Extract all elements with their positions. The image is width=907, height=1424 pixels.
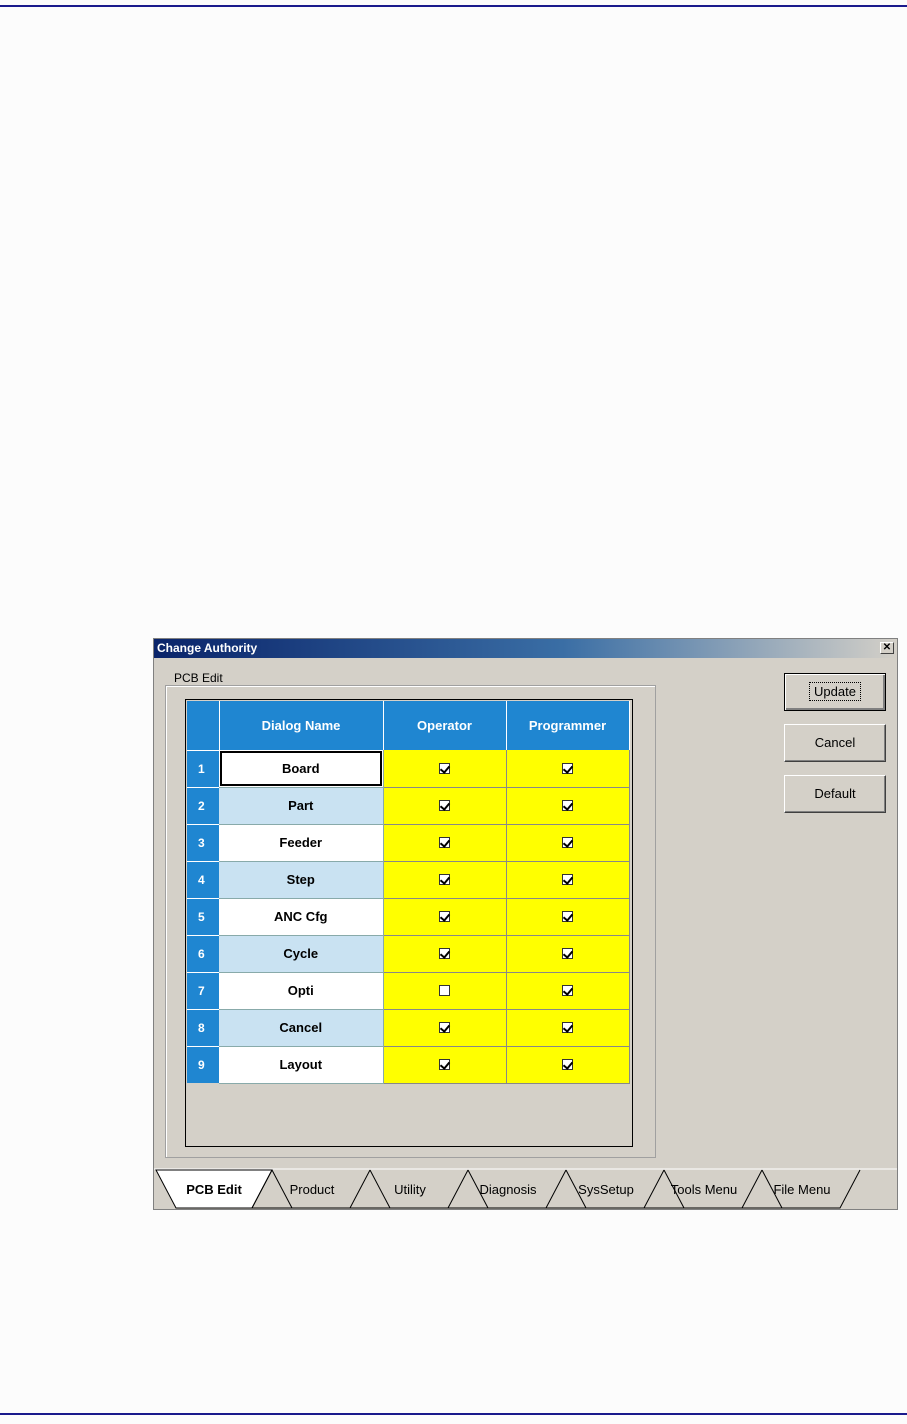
programmer-checkbox[interactable]: [562, 874, 573, 885]
programmer-cell[interactable]: [506, 861, 629, 898]
operator-checkbox[interactable]: [439, 874, 450, 885]
programmer-cell[interactable]: [506, 750, 629, 787]
operator-checkbox[interactable]: [439, 948, 450, 959]
operator-checkbox[interactable]: [439, 1059, 450, 1070]
programmer-cell[interactable]: [506, 1009, 629, 1046]
row-number: 1: [187, 750, 219, 787]
row-number: 4: [187, 861, 219, 898]
operator-checkbox[interactable]: [439, 763, 450, 774]
table-row[interactable]: [187, 1009, 629, 1046]
dialog-name-cell[interactable]: Board: [219, 750, 383, 787]
dialog-name-cell[interactable]: Opti: [219, 972, 383, 1009]
operator-checkbox[interactable]: [439, 1022, 450, 1033]
page-bottom-rule: [0, 1413, 907, 1415]
row-number: 7: [187, 972, 219, 1009]
programmer-checkbox[interactable]: [562, 948, 573, 959]
operator-cell[interactable]: [383, 824, 506, 861]
row-number: 9: [187, 1046, 219, 1083]
table-row[interactable]: [187, 972, 629, 1009]
change-authority-dialog: [153, 638, 898, 1210]
dialog-name-cell[interactable]: Cancel: [219, 1009, 383, 1046]
programmer-checkbox[interactable]: [562, 763, 573, 774]
row-number: 5: [187, 898, 219, 935]
programmer-checkbox[interactable]: [562, 1059, 573, 1070]
table-row[interactable]: [187, 1046, 629, 1083]
tab-pcb-edit[interactable]: PCB Edit: [186, 1182, 242, 1197]
programmer-checkbox[interactable]: [562, 1022, 573, 1033]
tab-product[interactable]: Product: [289, 1182, 335, 1197]
table-row[interactable]: [187, 935, 629, 972]
operator-cell[interactable]: [383, 1046, 506, 1083]
default-button[interactable]: Default: [784, 775, 886, 813]
programmer-cell[interactable]: [506, 1046, 629, 1083]
operator-checkbox[interactable]: [439, 837, 450, 848]
programmer-checkbox[interactable]: [562, 911, 573, 922]
update-button-label: Update: [809, 682, 861, 701]
operator-cell[interactable]: [383, 861, 506, 898]
operator-cell[interactable]: [383, 1009, 506, 1046]
operator-checkbox[interactable]: [439, 800, 450, 811]
tab-diagnosis[interactable]: Diagnosis: [479, 1182, 537, 1197]
row-number: 2: [187, 787, 219, 824]
tab-tools-menu[interactable]: Tools Menu: [670, 1182, 738, 1197]
tab-utility[interactable]: Utility: [394, 1182, 426, 1197]
operator-cell[interactable]: [383, 972, 506, 1009]
column-header-dialog-name: Dialog Name: [219, 701, 383, 750]
tab-syssetup[interactable]: SysSetup: [578, 1182, 634, 1197]
programmer-cell[interactable]: [506, 898, 629, 935]
cancel-button[interactable]: Cancel: [784, 724, 886, 762]
programmer-checkbox[interactable]: [562, 800, 573, 811]
dialog-name-cell[interactable]: Layout: [219, 1046, 383, 1083]
table-row[interactable]: [187, 898, 629, 935]
authority-grid: [187, 701, 630, 1084]
close-icon[interactable]: ✕: [880, 642, 894, 654]
grid-corner-header: [187, 701, 219, 750]
row-number: 6: [187, 935, 219, 972]
table-row[interactable]: [187, 861, 629, 898]
row-number: 8: [187, 1009, 219, 1046]
dialog-title: Change Authority: [157, 641, 258, 655]
programmer-cell[interactable]: [506, 824, 629, 861]
row-number: 3: [187, 824, 219, 861]
operator-checkbox[interactable]: [439, 911, 450, 922]
operator-cell[interactable]: [383, 898, 506, 935]
programmer-cell[interactable]: [506, 972, 629, 1009]
dialog-name-cell[interactable]: Step: [219, 861, 383, 898]
table-row[interactable]: [187, 787, 629, 824]
title-bar[interactable]: [154, 639, 897, 658]
operator-cell[interactable]: [383, 935, 506, 972]
programmer-cell[interactable]: [506, 787, 629, 824]
tab-strip: [154, 1168, 897, 1210]
column-header-operator: Operator: [383, 701, 506, 750]
table-row[interactable]: [187, 750, 629, 787]
dialog-name-cell[interactable]: Cycle: [219, 935, 383, 972]
column-header-programmer: Programmer: [506, 701, 629, 750]
programmer-checkbox[interactable]: [562, 837, 573, 848]
programmer-cell[interactable]: [506, 935, 629, 972]
dialog-name-cell[interactable]: ANC Cfg: [219, 898, 383, 935]
programmer-checkbox[interactable]: [562, 985, 573, 996]
operator-cell[interactable]: [383, 750, 506, 787]
update-button[interactable]: [784, 673, 886, 711]
operator-checkbox[interactable]: [439, 985, 450, 996]
table-row[interactable]: [187, 824, 629, 861]
dialog-name-cell[interactable]: Feeder: [219, 824, 383, 861]
groupbox-label: PCB Edit: [174, 671, 223, 685]
dialog-name-cell[interactable]: Part: [219, 787, 383, 824]
tab-file-menu[interactable]: File Menu: [773, 1182, 831, 1197]
page-top-rule: [0, 5, 907, 7]
operator-cell[interactable]: [383, 787, 506, 824]
